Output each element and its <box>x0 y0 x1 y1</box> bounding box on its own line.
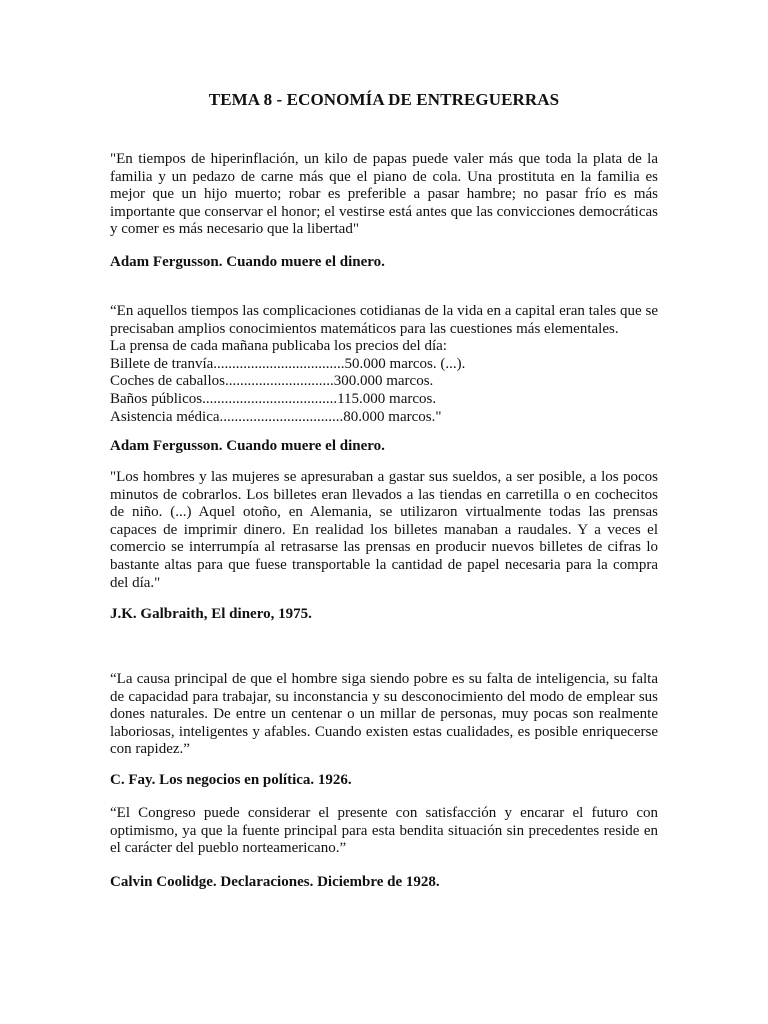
price-item-carriage: Coches de caballos.............................300.000 marcos. <box>110 373 434 390</box>
quote-coolidge: “El Congreso puede considerar el presente con satisfacción y encarar el futuro con optimismo, ya que la fuente principal para esta bendita situación sin precedentes reside en el carácter del pueblo norteamericano.” <box>110 805 658 857</box>
price-item-baths: Baños públicos....................................115.000 marcos. <box>110 390 437 407</box>
quote-galbraith: "Los hombres y las mujeres se apresuraban a gastar sus sueldos, a ser posible, a los pocos minutos de cobrarlos. Los billetes eran llevados a las tiendas en carretilla o en cochecitos de niño. (...) Aquel otoño, en Alemania, se utilizaron virtualmente todas las prensas capaces de imprimir dinero. En realidad los billetes manaban a raudales. Y a veces el comercio se interrumpía al retrasarse las prensas en producir nuevos billetes de cifras lo bastante altas para que fuese transportable la cantidad de papel necesaria para la compra del día." <box>110 469 658 591</box>
price-list-heading: La prensa de cada mañana publicaba los precios del día: <box>110 338 447 355</box>
quote-prices-intro: “En aquellos tiempos las complicaciones cotidianas de la vida en a capital eran tales que se precisaban amplios conocimientos matemáticos para las cuestiones más elementales. <box>110 303 658 337</box>
quote-hyperinflation: "En tiempos de hiperinflación, un kilo de papas puede valer más que toda la plata de la familia y un pedazo de carne más que el piano de cola. Una prostituta en la familia es mejor que un hijo muerto; robar es preferible a pasar hambre; no pasar frío es más importante que conservar el honor; el vestirse está antes que las convicciones democráticas y comer es más necesario que la libertad" <box>110 151 658 238</box>
price-item-medical: Asistencia médica.................................80.000 marcos." <box>110 408 442 425</box>
document-page <box>110 0 658 1024</box>
quote-prices <box>110 303 658 426</box>
attribution-fergusson-1: Adam Fergusson. Cuando muere el dinero. <box>110 254 385 270</box>
quote-fay: “La causa principal de que el hombre siga siendo pobre es su falta de inteligencia, su falta de capacidad para trabajar, su inconstancia y su desconocimiento del modo de emplear sus dones naturales. De entre un centenar o un millar de personas, muy pocas son realmente laboriosas, inteligentes y afables. Cuando existen estas cualidades, es posible enriquecerse con rapidez.” <box>110 671 658 758</box>
attribution-fergusson-2: Adam Fergusson. Cuando muere el dinero. <box>110 438 385 454</box>
price-item-tram: Billete de tranvía...................................50.000 marcos. (...). <box>110 355 466 372</box>
attribution-fay: C. Fay. Los negocios en política. 1926. <box>110 772 352 788</box>
attribution-galbraith: J.K. Galbraith, El dinero, 1975. <box>110 606 312 622</box>
attribution-coolidge: Calvin Coolidge. Declaraciones. Diciembre de 1928. <box>110 874 440 890</box>
page-title: TEMA 8 - ECONOMÍA DE ENTREGUERRAS <box>208 90 560 109</box>
